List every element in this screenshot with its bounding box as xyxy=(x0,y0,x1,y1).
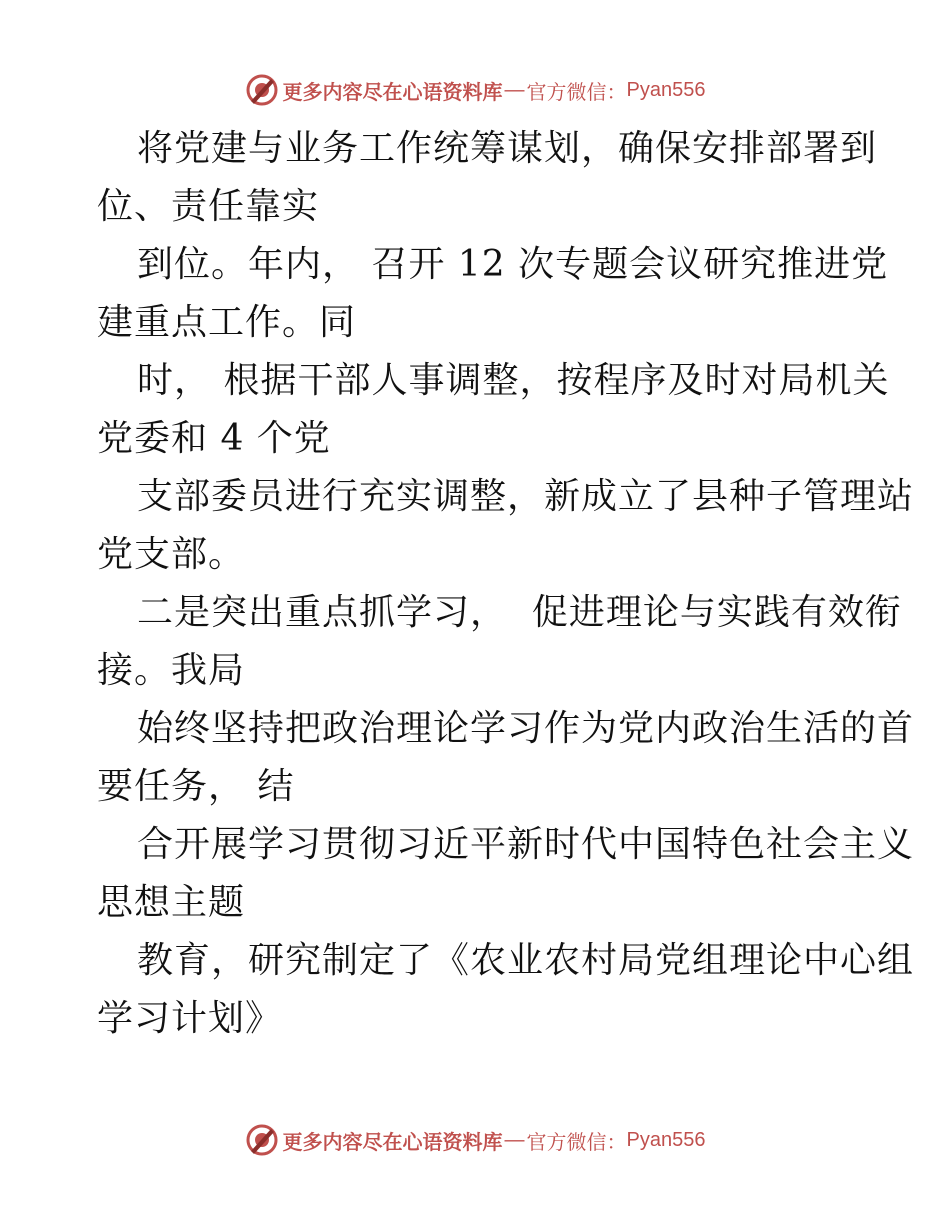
text-line: 要任务， 结 xyxy=(97,766,295,807)
text-line: 合开展学习贯彻习近平新时代中国特色社会主义 xyxy=(137,824,915,865)
quill-logo-icon xyxy=(245,1123,279,1157)
text-line: 建重点工作。同 xyxy=(97,302,357,343)
footer-banner xyxy=(0,1120,950,1160)
header-banner-id: Pyan556 xyxy=(626,78,706,101)
paragraph xyxy=(97,236,889,352)
document-body xyxy=(97,120,915,1048)
quill-logo-icon xyxy=(245,73,279,107)
header-banner xyxy=(0,70,950,110)
text-line: 将党建与业务工作统筹谋划，确保安排部署到 xyxy=(137,128,878,169)
paragraph xyxy=(97,468,915,584)
footer-banner-label: 官方微信： xyxy=(526,1129,627,1154)
header-banner-label: 官方微信： xyxy=(526,79,627,104)
text-line: 位、责任靠实 xyxy=(97,186,320,227)
paragraph xyxy=(97,352,890,468)
text-line: 支部委员进行充实调整，新成立了县种子管理站 xyxy=(137,476,915,517)
header-banner-title: 更多内容尽在心语资料库 xyxy=(282,79,503,104)
footer-banner-id: Pyan556 xyxy=(626,1128,706,1151)
text-line: 到位。年内， 召开 12 次专题会议研究推进党 xyxy=(137,244,889,285)
paragraph xyxy=(97,120,878,236)
paragraph xyxy=(97,816,915,932)
text-line: 始终坚持把政治理论学习作为党内政治生活的首 xyxy=(137,708,915,749)
text-line: 思想主题 xyxy=(97,882,246,923)
header-banner-dash: — xyxy=(504,78,525,101)
text-line: 时， 根据干部人事调整，按程序及时对局机关 xyxy=(137,360,890,401)
paragraph xyxy=(97,932,915,1048)
paragraph xyxy=(97,700,915,816)
text-line: 二是突出重点抓学习， 促进理论与实践有效衔 xyxy=(137,592,902,633)
paragraph xyxy=(97,584,902,700)
text-line: 学习计划》 xyxy=(97,998,283,1039)
footer-banner-title: 更多内容尽在心语资料库 xyxy=(282,1129,503,1154)
text-line: 教育，研究制定了《农业农村局党组理论中心组 xyxy=(137,940,915,981)
text-line: 党委和 4 个党 xyxy=(97,418,331,459)
text-line: 接。我局 xyxy=(97,650,246,691)
footer-banner-dash: — xyxy=(504,1128,525,1151)
text-line: 党支部。 xyxy=(97,534,246,575)
